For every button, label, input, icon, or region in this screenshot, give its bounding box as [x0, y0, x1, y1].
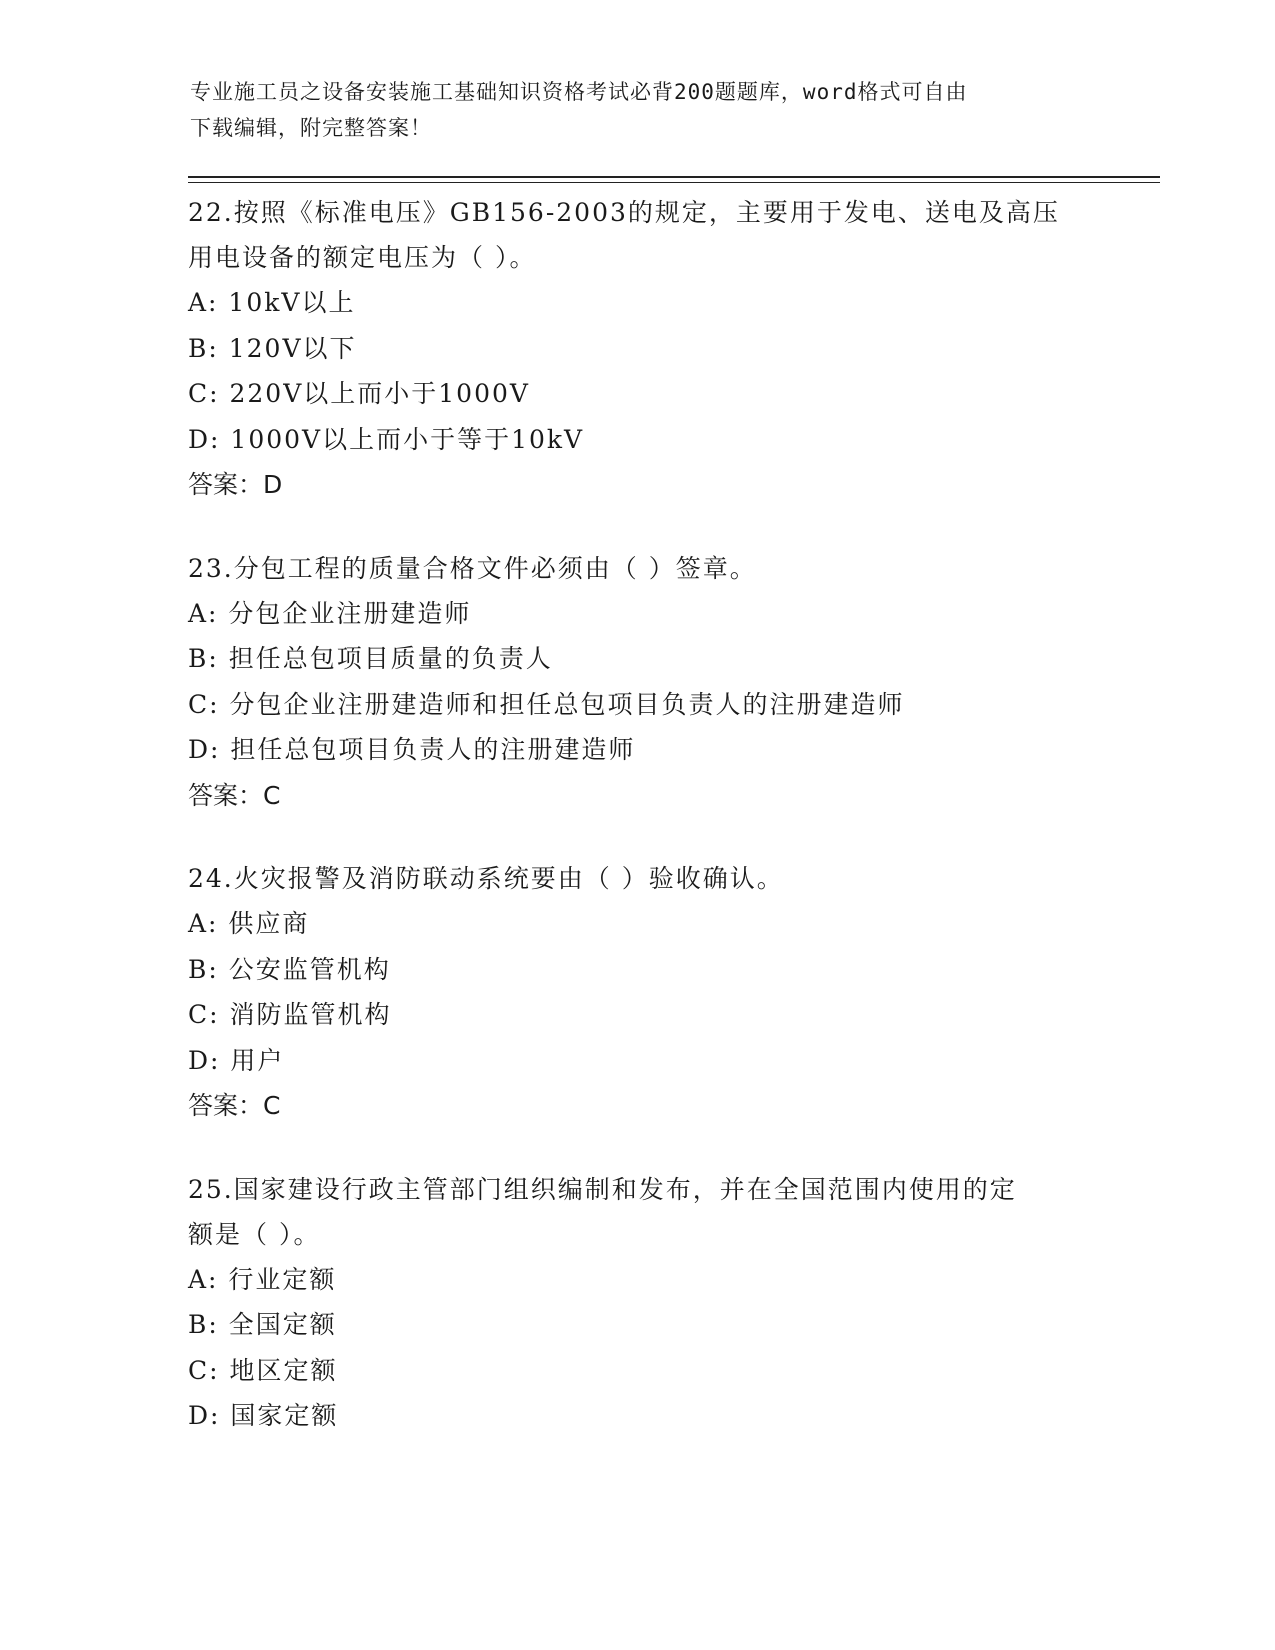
document-header [190, 74, 1070, 146]
option-c: C: 消防监管机构 [188, 1000, 392, 1029]
option-c: C: 分包企业注册建造师和担任总包项目负责人的注册建造师 [188, 689, 905, 719]
option-d: D: 担任总包项目负责人的注册建造师 [188, 735, 636, 764]
question-stem-line-1: 22.按照《标准电压》GB156-2003的规定，主要用于发电、送电及高压 [188, 198, 1060, 227]
question-stem-line-2: 额是（ ）。 [188, 1219, 321, 1249]
header-line-1: 专业施工员之设备安装施工基础知识资格考试必背200题题库，word格式可自由 [190, 80, 968, 104]
header-divider-thin [188, 182, 1160, 183]
option-c: C: 220V以上而小于1000V [188, 379, 530, 408]
option-a: A: 分包企业注册建造师 [188, 598, 472, 628]
option-a: A: 供应商 [188, 909, 310, 938]
option-b: B: 公安监管机构 [188, 954, 391, 984]
header-divider-thick [188, 176, 1160, 178]
option-d: D: 国家定额 [188, 1401, 339, 1430]
question-stem-line-2: 用电设备的额定电压为（ ）。 [188, 243, 537, 272]
answer-line: 答案：C [188, 1091, 281, 1120]
question-stem-line-1: 23.分包工程的质量合格文件必须由（ ）签章。 [188, 553, 757, 583]
answer-line: 答案：C [188, 780, 281, 810]
option-d: D: 用户 [188, 1045, 285, 1075]
question-stem-line-1: 24.火灾报警及消防联动系统要由（ ）验收确认。 [188, 864, 784, 893]
question-22 [188, 190, 1088, 508]
option-a: A: 10kV以上 [188, 288, 356, 317]
option-c: C: 地区定额 [188, 1355, 338, 1385]
option-b: B: 120V以下 [188, 333, 357, 363]
option-b: B: 全国定额 [188, 1310, 337, 1339]
option-b: B: 担任总包项目质量的负责人 [188, 644, 553, 673]
question-23 [188, 546, 1088, 819]
option-a: A: 行业定额 [188, 1264, 337, 1294]
option-d: D: 1000V以上而小于等于10kV [188, 424, 585, 454]
answer-line: 答案：D [188, 470, 283, 499]
question-25 [188, 1167, 1088, 1439]
question-list [188, 190, 1088, 1477]
header-line-2: 下载编辑，附完整答案！ [190, 116, 432, 140]
question-stem-line-1: 25.国家建设行政主管部门组织编制和发布，并在全国范围内使用的定 [188, 1174, 1017, 1204]
question-24 [188, 856, 1088, 1129]
